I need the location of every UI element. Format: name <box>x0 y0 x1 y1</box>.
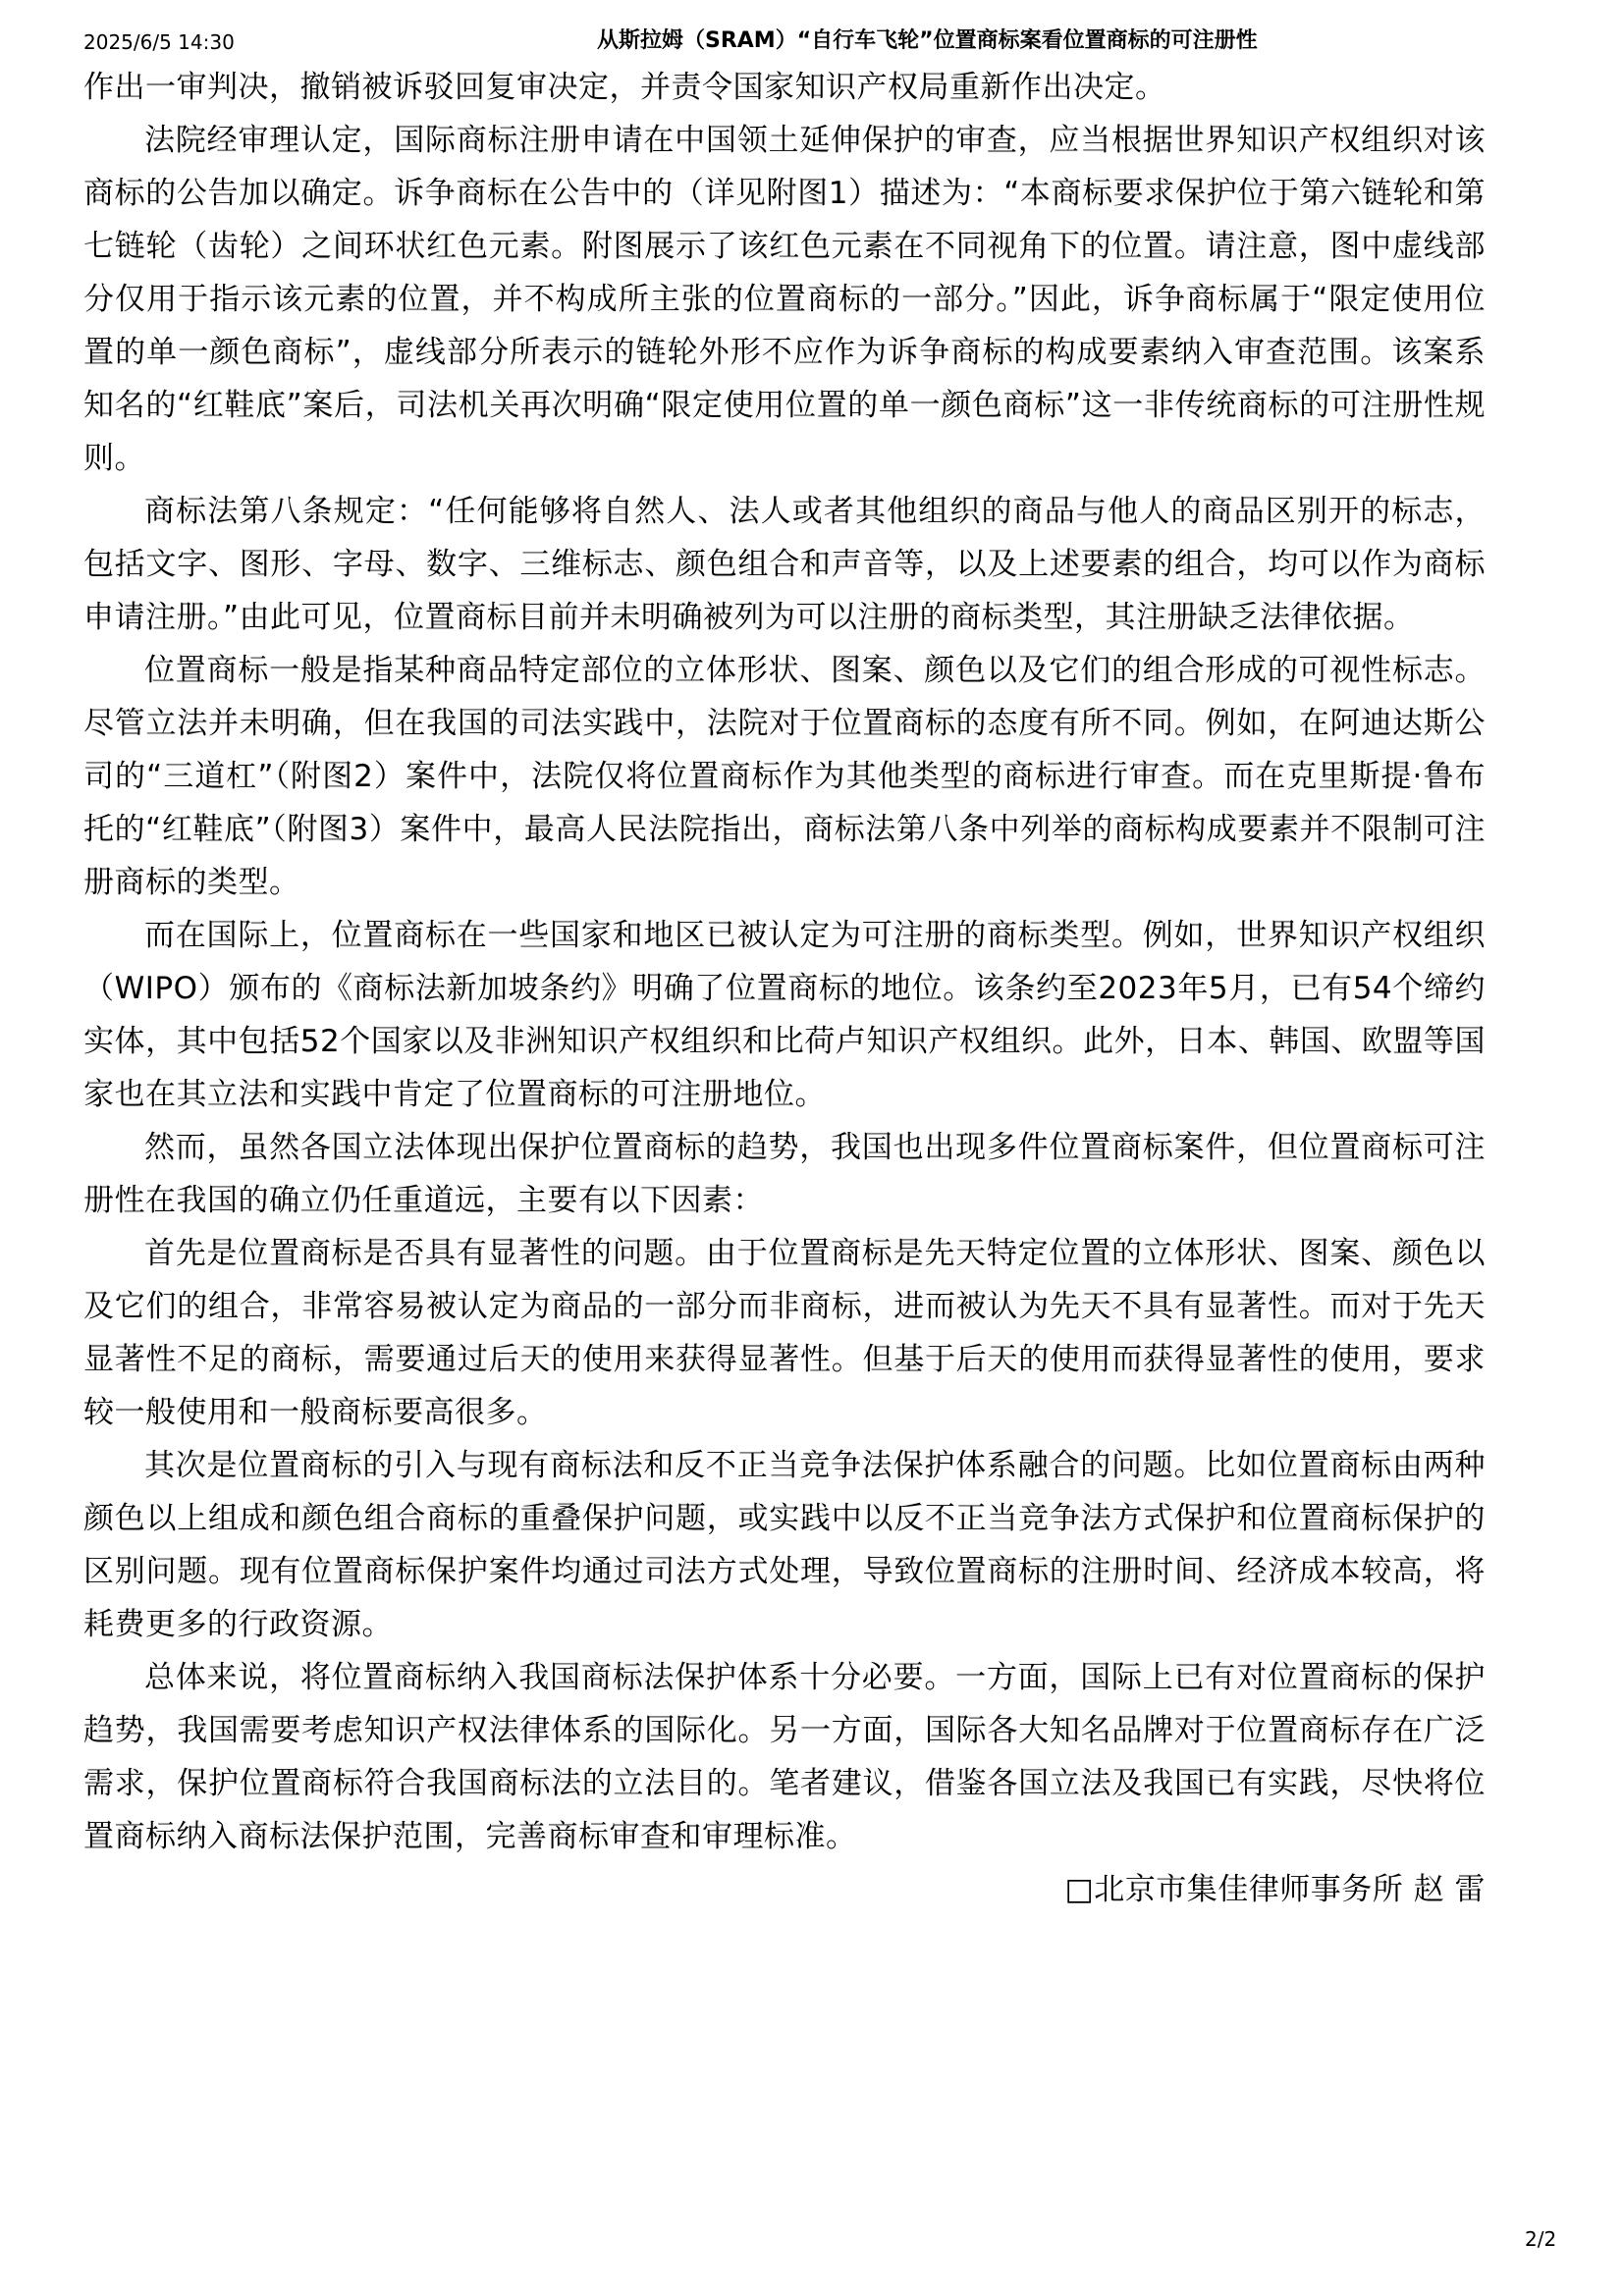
paragraph-court-findings: 法院经审理认定，国际商标注册申请在中国领土延伸保护的审查，应当根据世界知识产权组织对该商标的公告加以确定。诉争商标在公告中的（详见附图1）描述为：“本商标要求保护位于第六链轮和第七链轮（齿轮）之间环状红色元素。附图展示了该红色元素在不同视角下的位置。请注意，图中虚线部分仅用于指示该元素的位置，并不构成所主张的位置商标的一部分。”因此，诉争商标属于“限定使用位置的单一颜色商标”，虚线部分所表示的链轮外形不应作为诉争商标的构成要素纳入审查范围。该案系知名的“红鞋底”案后，司法机关再次明确“限定使用位置的单一颜色商标”这一非传统商标的可注册性规则。 <box>83 123 1486 476</box>
paragraph-integration: 其次是位置商标的引入与现有商标法和反不正当竞争法保护体系融合的问题。比如位置商标由两种颜色以上组成和颜色组合商标的重叠保护问题，或实践中以反不正当竞争法方式保护和位置商标保护的区别问题。现有位置商标保护案件均通过司法方式处理，导致位置商标的注册时间、经济成本较高，将耗费更多的行政资源。 <box>83 1448 1486 1642</box>
article-body <box>83 61 1486 1916</box>
page-number: 2/2 <box>1525 2227 1557 2251</box>
paragraph-article8: 商标法第八条规定：“任何能够将自然人、法人或者其他组织的商品与他人的商品区别开的标志，包括文字、图形、字母、数字、三维标志、颜色组合和声音等，以及上述要素的组合，均可以作为商标申请注册。”由此可见，位置商标目前并未明确被列为可以注册的商标类型，其注册缺乏法律依据。 <box>83 494 1486 635</box>
author-signature: □北京市集佳律师事务所 赵 雷 <box>1064 1872 1486 1907</box>
paragraph-international: 而在国际上，位置商标在一些国家和地区已被认定为可注册的商标类型。例如，世界知识产权组织（WIPO）颁布的《商标法新加坡条约》明确了位置商标的地位。该条约至2023年5月，已有54个缔约实体，其中包括52个国家以及非洲知识产权组织和比荷卢知识产权组织。此外，日本、韩国、欧盟等国家也在其立法和实践中肯定了位置商标的可注册地位。 <box>83 918 1486 1112</box>
paragraph-definition: 位置商标一般是指某种商品特定部位的立体形状、图案、颜色以及它们的组合形成的可视性标志。尽管立法并未明确，但在我国的司法实践中，法院对于位置商标的态度有所不同。例如，在阿迪达斯公司的“三道杠”（附图2）案件中，法院仅将位置商标作为其他类型的商标进行审查。而在克里斯提·鲁布托的“红鞋底”（附图3）案件中，最高人民法院指出，商标法第八条中列举的商标构成要素并不限制可注册商标的类型。 <box>83 653 1486 900</box>
print-header-datetime: 2025/6/5 14:30 <box>83 30 235 54</box>
page-title: 从斯拉姆（SRAM）“自行车飞轮”位置商标案看位置商标的可注册性 <box>597 28 1258 53</box>
paragraph-distinctiveness: 首先是位置商标是否具有显著性的问题。由于位置商标是先天特定位置的立体形状、图案、颜色以及它们的组合，非常容易被认定为商品的一部分而非商标，进而被认为先天不具有显著性。而对于先天显著性不足的商标，需要通过后天的使用来获得显著性。但基于后天的使用而获得显著性的使用，要求较一般使用和一般商标要高很多。 <box>83 1236 1486 1430</box>
paragraph-however: 然而，虽然各国立法体现出保护位置商标的趋势，我国也出现多件位置商标案件，但位置商标可注册性在我国的确立仍任重道远，主要有以下因素： <box>83 1130 1486 1218</box>
paragraph-conclusion: 总体来说，将位置商标纳入我国商标法保护体系十分必要。一方面，国际上已有对位置商标的保护趋势，我国需要考虑知识产权法律体系的国际化。另一方面，国际各大知名品牌对于位置商标存在广泛需求，保护位置商标符合我国商标法的立法目的。笔者建议，借鉴各国立法及我国已有实践，尽快将位置商标纳入商标法保护范围，完善商标审查和审理标准。 <box>83 1660 1486 1854</box>
paragraph-continuation: 作出一审判决，撤销被诉驳回复审决定，并责令国家知识产权局重新作出决定。 <box>83 70 1166 105</box>
